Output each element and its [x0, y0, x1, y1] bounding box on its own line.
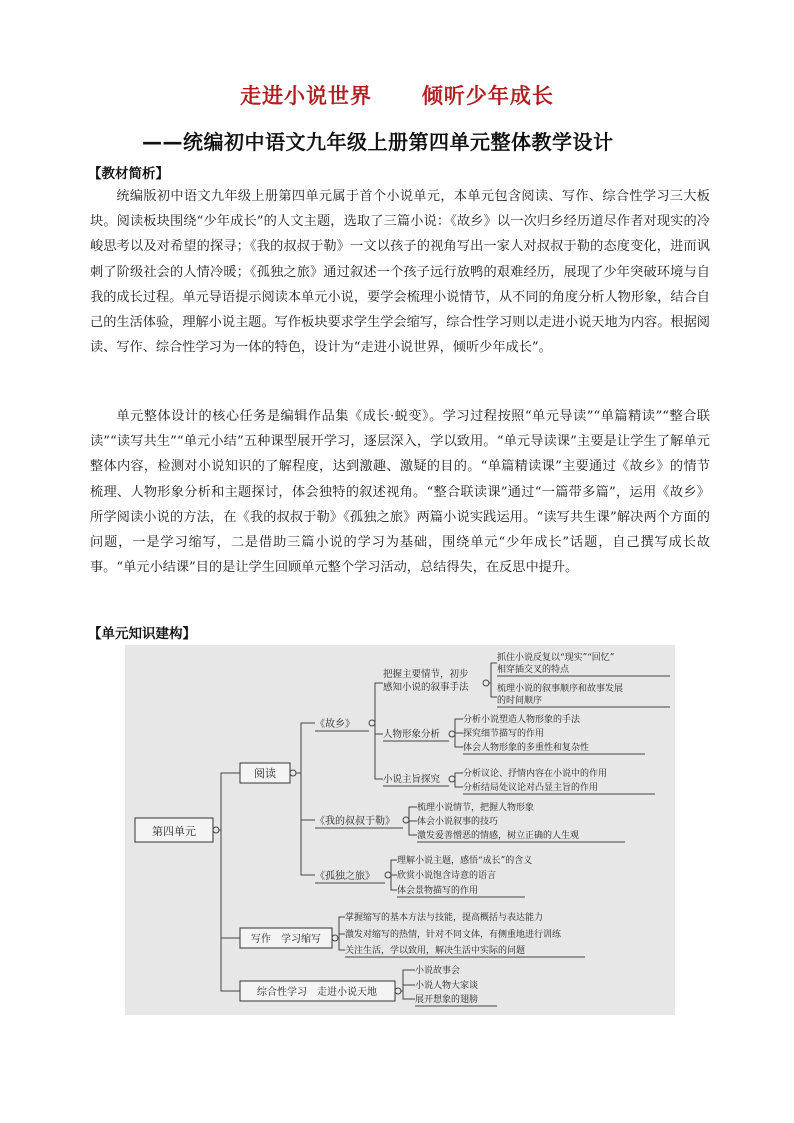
mindmap-leaf-g-char-1: 分析小说塑造人物形象的手法	[463, 715, 581, 725]
mindmap-leaf-gudu-3: 体会景物描写的作用	[397, 886, 479, 896]
mindmap-yule: 《我的叔叔于勒》	[315, 816, 395, 827]
page-subtitle: ——统编初中语文九年级上册第四单元整体教学设计	[142, 130, 614, 154]
mindmap-leaf-comp-3: 展开想象的翅膀	[415, 995, 479, 1005]
unit-knowledge-mindmap	[125, 645, 675, 1015]
mindmap-guxiang: 《故乡》	[315, 719, 355, 730]
mindmap-guxiang-theme: 小说主旨探究	[383, 774, 441, 785]
mindmap-leaf-writing-2: 激发对缩写的热情，针对不同文体，有侧重地进行训练	[345, 930, 562, 940]
mindmap-leaf-comp-2: 小说人物大家谈	[415, 981, 479, 991]
mindmap-leaf-g-plot-2a: 梳理小说的叙事顺序和故事发展	[497, 684, 624, 694]
mindmap-leaf-yule-3: 激发爱善憎恶的情感，树立正确的人生观	[417, 831, 580, 841]
mindmap-leaf-comp-1: 小说故事会	[415, 966, 461, 976]
mindmap-leaf-yule-2: 体会小说叙事的技巧	[417, 817, 499, 827]
mindmap-writing-label: 写作 学习缩写	[251, 934, 321, 945]
section-heading-knowledge-structure: 【单元知识建构】	[88, 626, 196, 642]
mindmap-root-label: 第四单元	[152, 825, 196, 838]
mindmap-guxiang-character: 人物形象分析	[383, 729, 441, 740]
paragraph-unit-overview: 统编版初中语文九年级上册第四单元属于首个小说单元，本单元包含阅读、写作、综合性学习三大板块。阅读板块围绕“少年成长”的人文主题，选取了三篇小说：《故乡》以一次归乡经历道尽作者对现实的冷峻思考以及对希望的探寻；《我的叔叔于勒》一文以孩子的视角写出一家人对叔叔于勒的态度变化，进而讽刺了阶级社会的人情冷暖；《孤独之旅》通过叙述一个孩子远行放鸭的艰难经历，展现了少年突破环境与自我的成长过程。单元导语提示阅读本单元小说，要学会梳理小说情节，从不同的角度分析人物形象，结合自己的生活体验，理解小说主题。写作板块要求学生学会缩写，综合性学习则以走进小说天地为内容。根据阅读、写作、综合性学习为一体的特色，设计为“走进小说世界，倾听少年成长”。	[90, 189, 710, 356]
mindmap-comprehensive-label: 综合性学习 走进小说天地	[257, 987, 377, 998]
mindmap-leaf-g-plot-2b: 的时间顺序	[497, 696, 543, 706]
paragraph-unit-design: 单元整体设计的核心任务是编辑作品集《成长·蜕变》。学习过程按照“单元导读”“单篇精读”“整合联读”“读写共生”“单元小结”五种课型展开学习，逐层深入，学以致用。“单元导读课”主要是让学生了解单元整体内容，检测对小说知识的了解程度，达到激趣、激疑的目的。“单篇精读课”主要通过《故乡》的情节梳理、人物形象分析和主题探讨，体会独特的叙述视角。“整合联读课”通过“一篇带多篇”，运用《故乡》所学阅读小说的方法，在《我的叔叔于勒》《孤独之旅》两篇小说实践运用。“读写共生课”解决两个方面的问题，一是学习缩写，二是借助三篇小说的学习为基础，围绕单元“少年成长”话题，自己撰写成长故事。“单元小结课”目的是让学生回顾单元整个学习活动，总结得失，在反思中提升。	[90, 409, 710, 576]
mindmap-leaf-gudu-1: 理解小说主题，感悟“成长”的含义	[397, 856, 533, 866]
mindmap-leaf-g-theme-2: 分析结局处议论对凸显主旨的作用	[463, 783, 599, 793]
mindmap-leaf-g-char-3: 体会人物形象的多重性和复杂性	[463, 743, 590, 753]
section-heading-textbook-analysis: 【教材简析】	[88, 166, 169, 182]
mindmap-leaf-g-char-2: 探究细节描写的作用	[463, 729, 545, 739]
mindmap-reading-label: 阅读	[254, 767, 276, 780]
mindmap-leaf-yule-1: 梳理小说情节，把握人物形象	[417, 803, 535, 813]
mindmap-leaf-writing-1: 掌握缩写的基本方法与技能，提高概括与表达能力	[345, 913, 544, 923]
mindmap-leaf-gudu-2: 欣赏小说饱含诗意的语言	[397, 871, 497, 881]
mindmap-leaf-g-theme-1: 分析议论、抒情内容在小说中的作用	[463, 769, 608, 779]
mindmap-guxiang-plot-line1: 把握主要情节，初步	[383, 669, 469, 680]
mindmap-leaf-writing-3: 关注生活，学以致用，解决生活中实际的问题	[345, 946, 526, 956]
mindmap-leaf-g-plot-1a: 抓住小说反复以“现实”“回忆”	[497, 653, 615, 663]
mindmap-gudu: 《孤独之旅》	[315, 871, 375, 882]
mindmap-leaf-g-plot-1b: 相穿插交叉的特点	[497, 665, 570, 675]
page-title: 走进小说世界 倾听少年成长	[240, 84, 554, 108]
mindmap-guxiang-plot-line2: 感知小说的叙事手法	[383, 682, 469, 693]
